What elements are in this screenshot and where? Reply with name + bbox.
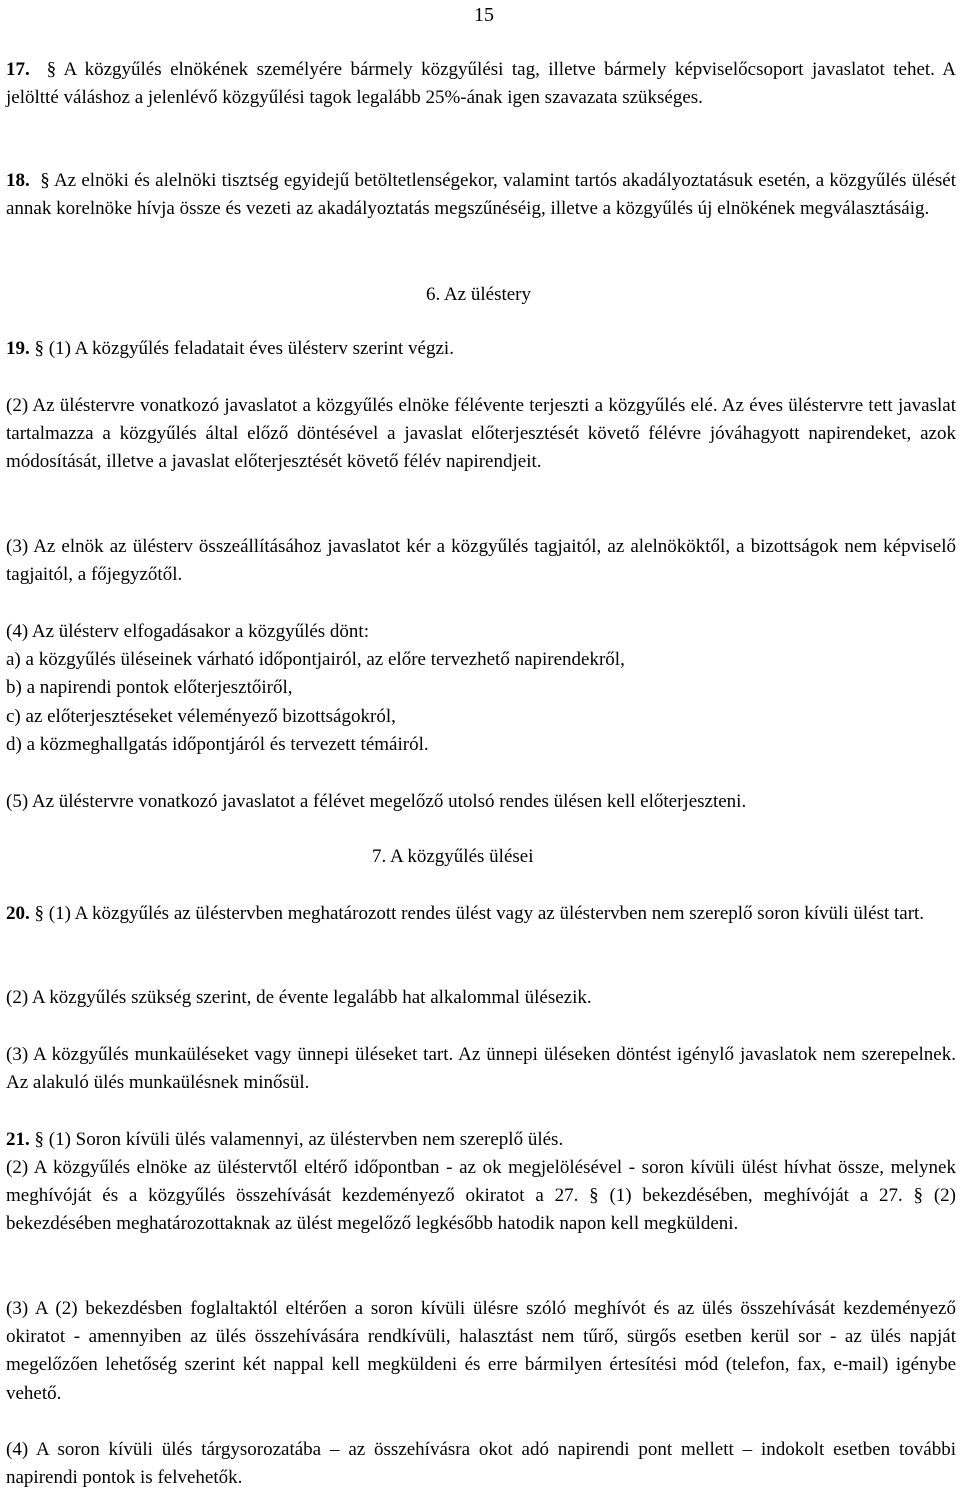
list-item: b) a napirendi pontok előterjesztőiről, bbox=[6, 677, 293, 699]
paragraph-19-3: (3) Az elnök az ülésterv összeállításához javaslatot kér a közgyűlés tagjaitól, az alelnököktől, a bizottságok nem képviselő tagjaitól, a főjegyzőtől. bbox=[6, 536, 956, 586]
section-number: 21. bbox=[6, 1129, 30, 1150]
paragraph-19-4 bbox=[6, 618, 956, 759]
section-number: 18. bbox=[6, 170, 30, 191]
section-sign: § bbox=[46, 59, 57, 80]
paragraph-19-1 bbox=[6, 335, 956, 363]
section-number: 17. bbox=[6, 59, 30, 80]
section-sign: § bbox=[34, 338, 44, 359]
section-sign: § bbox=[34, 903, 44, 924]
paragraph-20-2: (2) A közgyűlés szükség szerint, de évente legalább hat alkalommal ülésezik. bbox=[6, 987, 592, 1008]
paragraph-20-1 bbox=[6, 900, 956, 928]
paragraph-text: A közgyűlés elnökének személyére bármely közgyűlési tag, illetve bármely képviselőcsoport javaslatot tehet. A jelöltté váláshoz a jelenlévő közgyűlési tagok legalább 25%-ának igen szavazata szükséges. bbox=[6, 59, 957, 109]
paragraph-text: (1) A közgyűlés feladatait éves ülésterv szerint végzi. bbox=[48, 338, 454, 359]
section-number: 20. bbox=[6, 903, 30, 924]
paragraph-21-2: (2) A közgyűlés elnöke az üléstervtől eltérő időpontban - az ok megjelölésével - soron kívüli ülést hívhat össze, melynek meghívóját és a közgyűlés összehívását kezdeményező okiratot a 27. § (1) bekezdésében, meghívóját a 27. § (2) bekezdésében meghatározottaknak az ülést megelőző legkésőbb hatodik napon kell megküldeni. bbox=[6, 1157, 956, 1235]
list-intro: (4) Az ülésterv elfogadásakor a közgyűlés dönt: bbox=[6, 621, 369, 642]
paragraph-21-1 bbox=[6, 1126, 956, 1154]
chapter-heading-6: 6. Az üléstery bbox=[426, 284, 532, 305]
paragraph-20-3: (3) A közgyűlés munkaüléseket vagy ünnepi üléseket tart. Az ünnepi üléseken döntést igénylő javaslatok nem szerepelnek. Az alakuló ülés munkaülésnek minősül. bbox=[6, 1044, 956, 1094]
paragraph-19-5: (5) Az üléstervre vonatkozó javaslatot a félévet megelőző utolsó rendes ülésen kell előterjeszteni. bbox=[6, 791, 747, 812]
section-sign: § bbox=[40, 170, 50, 191]
paragraph-text: (1) Soron kívüli ülés valamennyi, az üléstervben nem szereplő ülés. bbox=[48, 1129, 564, 1150]
paragraph-text: (1) A közgyűlés az üléstervben meghatározott rendes ülést vagy az üléstervben nem szereplő soron kívüli ülést tart. bbox=[48, 903, 925, 924]
page-number: 15 bbox=[474, 4, 494, 26]
section-number: 19. bbox=[6, 338, 30, 359]
list-item: d) a közmeghallgatás időpontjáról és tervezett témáiról. bbox=[6, 733, 429, 755]
paragraph-17 bbox=[6, 56, 956, 112]
paragraph-21-4: (4) A soron kívüli ülés tárgysorozatába – az összehívásra okot adó napirendi pont mellett – indokolt esetben további napirendi pontok is felvehetők. bbox=[6, 1439, 956, 1489]
list-item: a) a közgyűlés üléseinek várható időpontjairól, az előre tervezhető napirendekről, bbox=[6, 649, 625, 671]
paragraph-18 bbox=[6, 167, 956, 223]
paragraph-19-2: (2) Az üléstervre vonatkozó javaslatot a közgyűlés elnöke félévente terjeszti a közgyűlés elé. Az éves üléstervre tett javaslat tartalmazza a közgyűlés által előző döntésével a javaslat előterjesztését követő félévre jóváhagyott napirendeket, azok módosítását, illetve a javaslat előterjesztését követő félév napirendjeit. bbox=[6, 395, 956, 473]
paragraph-text: Az elnöki és alelnöki tisztség egyidejű betöltetlenségekor, valamint tartós akadályoztatásuk esetén, a közgyűlés ülését annak korelnöke hívja össze és vezeti az akadályoztatás megszűnéséig, illetve a közgyűlés új elnökének megválasztásáig. bbox=[6, 170, 957, 220]
section-sign: § bbox=[34, 1129, 44, 1150]
chapter-heading-7: 7. A közgyűlés ülései bbox=[372, 846, 534, 867]
paragraph-21-3: (3) A (2) bekezdésben foglaltaktól eltérően a soron kívüli ülésre szóló meghívót és az ülés összehívását kezdeményező okiratot - amennyiben az ülés összehívására rendkívüli, halasztást nem tűrő, sürgős esetben kerül sor - az ülés napját megelőzően lehetőség szerint két nappal kell megküldeni és erre bármilyen értesítési mód (telefon, fax, e-mail) igénybe vehető. bbox=[6, 1298, 956, 1404]
list-item: c) az előterjesztéseket véleményező bizottságokról, bbox=[6, 705, 396, 727]
